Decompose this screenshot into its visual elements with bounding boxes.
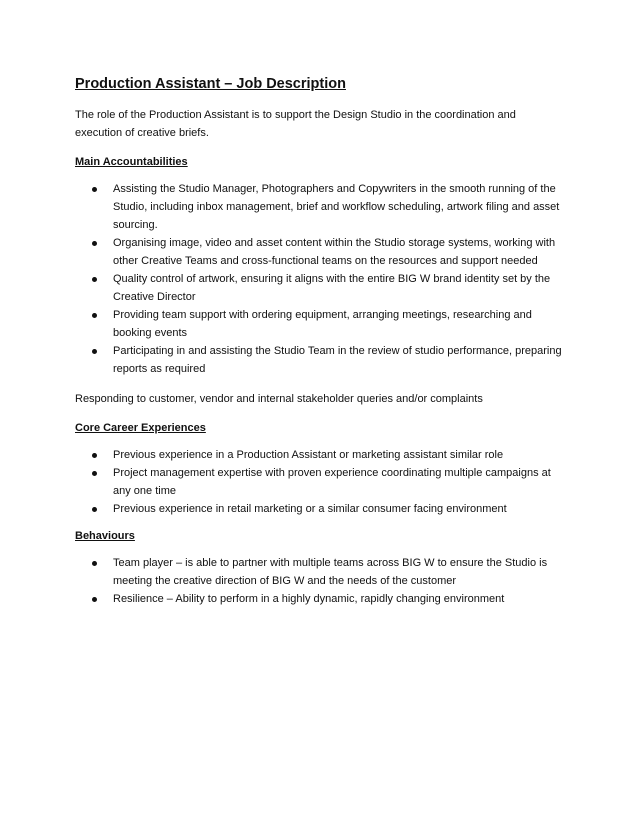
core-career-experiences-list	[75, 446, 565, 518]
responding-statement: Responding to customer, vendor and internal stakeholder queries and/or complaints	[75, 393, 483, 405]
section-heading-main-accountabilities: Main Accountabilities	[75, 156, 188, 168]
main-accountabilities-list	[75, 180, 565, 378]
bullet-icon	[92, 471, 97, 476]
list-item	[75, 554, 565, 590]
list-item	[75, 306, 565, 342]
document-page	[75, 76, 565, 620]
list-item-text: Team player – is able to partner with multiple teams across BIG W to ensure the Studio is meeting the creative direction of BIG W and the needs of the customer	[113, 557, 548, 587]
list-item-text: Resilience – Ability to perform in a highly dynamic, rapidly changing environment	[113, 593, 505, 605]
section-heading-core-career-experiences: Core Career Experiences	[75, 422, 206, 434]
list-item-text: Assisting the Studio Manager, Photographers and Copywriters in the smooth running of the Studio, including inbox management, brief and workflow scheduling, artwork filing and asset sourcing.	[113, 183, 560, 231]
bullet-icon	[92, 561, 97, 566]
bullet-icon	[92, 241, 97, 246]
bullet-icon	[92, 277, 97, 282]
list-item	[75, 342, 565, 378]
bullet-icon	[92, 349, 97, 354]
list-item	[75, 464, 565, 500]
bullet-icon	[92, 453, 97, 458]
list-item	[75, 500, 565, 518]
list-item	[75, 180, 565, 234]
behaviours-list	[75, 554, 565, 608]
list-item	[75, 270, 565, 306]
list-item	[75, 234, 565, 270]
bullet-icon	[92, 597, 97, 602]
list-item-text: Previous experience in a Production Assistant or marketing assistant similar role	[113, 449, 504, 461]
bullet-icon	[92, 507, 97, 512]
section-heading-behaviours: Behaviours	[75, 530, 135, 542]
list-item-text: Participating in and assisting the Studio Team in the review of studio performance, preparing reports as required	[113, 345, 562, 375]
list-item-text: Providing team support with ordering equipment, arranging meetings, researching and booking events	[113, 309, 532, 339]
list-item-text: Organising image, video and asset content within the Studio storage systems, working with other Creative Teams and cross-functional teams on the resources and support needed	[113, 237, 556, 267]
role-intro: The role of the Production Assistant is to support the Design Studio in the coordination and execution of creative briefs.	[75, 109, 516, 139]
list-item	[75, 590, 565, 608]
document-title: Production Assistant – Job Description	[75, 76, 346, 92]
bullet-icon	[92, 313, 97, 318]
list-item	[75, 446, 565, 464]
list-item-text: Project management expertise with proven experience coordinating multiple campaigns at any one time	[113, 467, 551, 497]
list-item-text: Quality control of artwork, ensuring it aligns with the entire BIG W brand identity set by the Creative Director	[113, 273, 551, 303]
list-item-text: Previous experience in retail marketing or a similar consumer facing environment	[113, 503, 507, 515]
bullet-icon	[92, 187, 97, 192]
